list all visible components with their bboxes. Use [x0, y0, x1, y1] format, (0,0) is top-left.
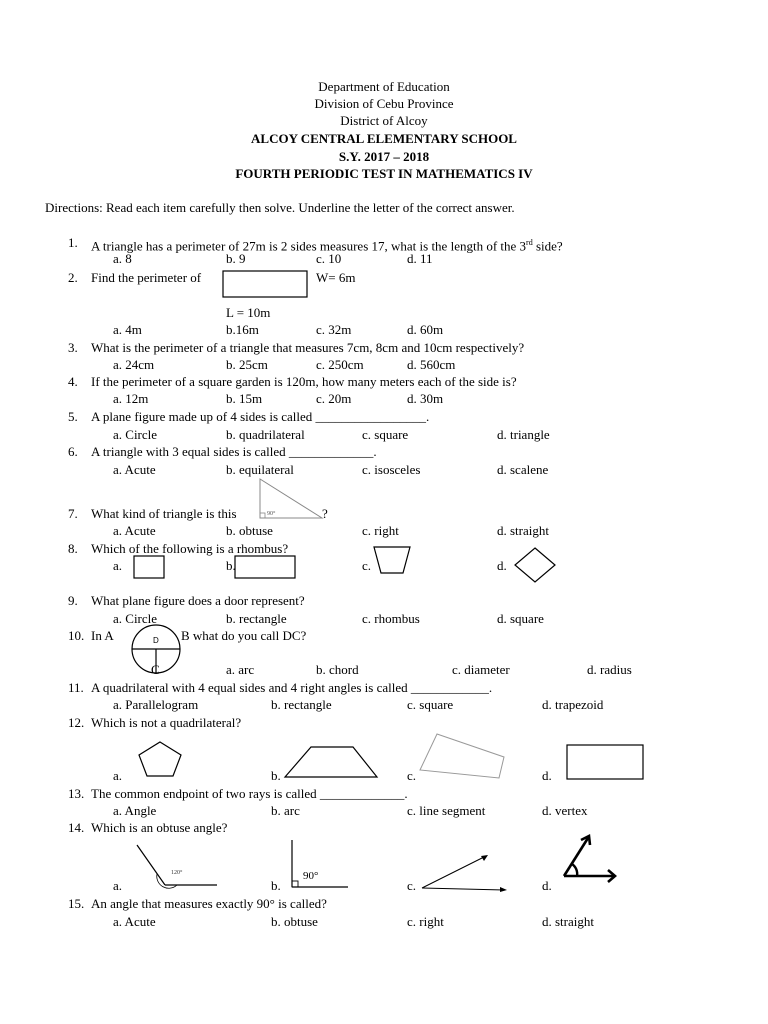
q8-choice-a: a.	[113, 558, 123, 573]
header-department: Department of Education	[318, 79, 450, 94]
q14-text: Which is an obtuse angle?	[91, 820, 228, 835]
q8-choice-c: c.	[362, 558, 372, 573]
q10-choice-b: b. chord	[316, 662, 359, 677]
q4-choice-b: b. 15m	[226, 391, 263, 406]
header-district: District of Alcoy	[340, 113, 428, 128]
q14-acute-angle-figure	[420, 850, 510, 892]
q10-text-start: In A	[91, 628, 114, 643]
q5-choice-d: d. triangle	[497, 427, 550, 442]
q15-choice-d: d. straight	[542, 914, 594, 929]
q2-number: 2.	[68, 270, 78, 285]
q5-text: A plane figure made up of 4 sides is called _________________.	[91, 409, 430, 424]
q15-choice-c: c. right	[407, 914, 444, 929]
directions: Directions: Read each item carefully then solve. Underline the letter of the correct answer.	[45, 200, 515, 215]
q8-trapezoid-figure	[372, 545, 412, 575]
q12-trapezoid-figure	[283, 745, 379, 779]
q8-number: 8.	[68, 541, 78, 556]
q14-number: 14.	[68, 820, 85, 835]
q6-choice-a: a. Acute	[113, 462, 156, 477]
q14-angle-b-label: 90°	[303, 870, 319, 882]
q2-width-label: W= 6m	[316, 270, 356, 285]
q7-question-mark: ?	[322, 506, 328, 521]
q8-rhombus-figure	[514, 547, 556, 583]
q1-choice-d: d. 11	[407, 251, 433, 266]
q2-choice-b: b.16m	[226, 322, 259, 337]
q12-choice-b: b.	[271, 768, 281, 783]
q12-number: 12.	[68, 715, 85, 730]
q10-choice-a: a. arc	[226, 662, 255, 677]
q5-number: 5.	[68, 409, 78, 424]
q13-choice-c: c. line segment	[407, 803, 486, 818]
q13-choice-b: b. arc	[271, 803, 300, 818]
q12-choice-c: c.	[407, 768, 417, 783]
q10-choice-d: d. radius	[587, 662, 632, 677]
q1-choice-c: c. 10	[316, 251, 342, 266]
header-school: ALCOY CENTRAL ELEMENTARY SCHOOL	[251, 131, 517, 146]
q9-choice-c: c. rhombus	[362, 611, 420, 626]
q7-choice-c: c. right	[362, 523, 399, 538]
q9-choice-b: b. rectangle	[226, 611, 287, 626]
q4-choice-c: c. 20m	[316, 391, 352, 406]
q11-choice-b: b. rectangle	[271, 697, 332, 712]
q11-choice-a: a. Parallelogram	[113, 697, 199, 712]
q1-choice-b: b. 9	[226, 251, 246, 266]
header-division: Division of Cebu Province	[314, 96, 454, 111]
q2-choice-a: a. 4m	[113, 322, 142, 337]
q9-choice-d: d. square	[497, 611, 544, 626]
q10-choice-c: c. diameter	[452, 662, 510, 677]
q7-choice-a: a. Acute	[113, 523, 156, 538]
q13-number: 13.	[68, 786, 85, 801]
q12-choice-a: a.	[113, 768, 123, 783]
q5-choice-b: b. quadrilateral	[226, 427, 305, 442]
q7-angle-label: 90°	[267, 511, 276, 517]
q14-choice-a: a.	[113, 878, 123, 893]
q13-choice-a: a. Angle	[113, 803, 157, 818]
q10-number: 10.	[68, 628, 85, 643]
q1-number: 1.	[68, 235, 78, 250]
q14-angle-arrows-figure	[558, 832, 620, 884]
q4-choice-d: d. 30m	[407, 391, 444, 406]
q11-choice-d: d. trapezoid	[542, 697, 604, 712]
header-school-year: S.Y. 2017 – 2018	[338, 149, 430, 164]
q13-choice-d: d. vertex	[542, 803, 588, 818]
q14-right-angle-figure	[288, 838, 350, 890]
q14-angle-a-label: 120°	[171, 870, 183, 876]
q12-pentagon-figure	[137, 740, 183, 778]
q12-choice-d: d.	[542, 768, 552, 783]
q3-choice-d: d. 560cm	[407, 357, 456, 372]
q9-text: What plane figure does a door represent?	[91, 593, 305, 608]
q10-point-c-label: C	[151, 662, 160, 677]
q12-text: Which is not a quadrilateral?	[91, 715, 242, 730]
q10-point-d-label: D	[153, 636, 159, 645]
header-test-title: FOURTH PERIODIC TEST IN MATHEMATICS IV	[235, 166, 533, 181]
q6-number: 6.	[68, 444, 78, 459]
q14-choice-b: b.	[271, 878, 281, 893]
q4-number: 4.	[68, 374, 78, 389]
q4-choice-a: a. 12m	[113, 391, 149, 406]
q7-text: What kind of triangle is this	[91, 506, 237, 521]
q15-choice-a: a. Acute	[113, 914, 156, 929]
q5-choice-c: c. square	[362, 427, 409, 442]
q7-right-triangle-figure	[258, 477, 324, 521]
q1-choice-a: a. 8	[113, 251, 132, 266]
q7-choice-b: b. obtuse	[226, 523, 273, 538]
q14-obtuse-angle-figure	[135, 843, 219, 889]
q12-rectangle-figure	[566, 744, 644, 780]
q2-text: Find the perimeter of	[91, 270, 202, 285]
q15-choice-b: b. obtuse	[271, 914, 318, 929]
q2-choice-c: c. 32m	[316, 322, 352, 337]
q8-rectangle-figure	[234, 555, 296, 579]
q6-choice-d: d. scalene	[497, 462, 549, 477]
q6-choice-c: c. isosceles	[362, 462, 421, 477]
q11-number: 11.	[68, 680, 84, 695]
q3-choice-a: a. 24cm	[113, 357, 155, 372]
q9-number: 9.	[68, 593, 78, 608]
q8-text: Which of the following is a rhombus?	[91, 541, 289, 556]
q3-number: 3.	[68, 340, 78, 355]
q8-choice-d: d.	[497, 558, 507, 573]
q11-text: A quadrilateral with 4 equal sides and 4 right angles is called ____________.	[91, 680, 493, 695]
q9-choice-a: a. Circle	[113, 611, 158, 626]
q7-number: 7.	[68, 506, 78, 521]
q6-text: A triangle with 3 equal sides is called _____________.	[91, 444, 377, 459]
q6-choice-b: b. equilateral	[226, 462, 294, 477]
q15-text: An angle that measures exactly 90° is called?	[91, 896, 327, 911]
q8-choice-b: b.	[226, 558, 236, 573]
q10-text-end: B what do you call DC?	[181, 628, 307, 643]
q15-number: 15.	[68, 896, 85, 911]
q2-rectangle-figure	[222, 270, 308, 298]
q14-choice-c: c.	[407, 878, 417, 893]
q3-choice-c: c. 250cm	[316, 357, 364, 372]
q3-text: What is the perimeter of a triangle that measures 7cm, 8cm and 10cm respectively?	[91, 340, 525, 355]
q2-choice-d: d. 60m	[407, 322, 444, 337]
q3-choice-b: b. 25cm	[226, 357, 268, 372]
q4-text: If the perimeter of a square garden is 120m, how many meters each of the side is?	[91, 374, 517, 389]
q5-choice-a: a. Circle	[113, 427, 158, 442]
q1-text: A triangle has a perimeter of 27m is 2 sides measures 17, what is the length of the 3rd side?	[91, 238, 563, 254]
q14-choice-d: d.	[542, 878, 552, 893]
q2-length-label: L = 10m	[226, 305, 271, 320]
q11-choice-c: c. square	[407, 697, 454, 712]
q13-text: The common endpoint of two rays is called _____________.	[91, 786, 408, 801]
q12-irregular-quadrilateral-figure	[418, 732, 508, 780]
q7-choice-d: d. straight	[497, 523, 549, 538]
q8-square-figure	[133, 555, 165, 579]
